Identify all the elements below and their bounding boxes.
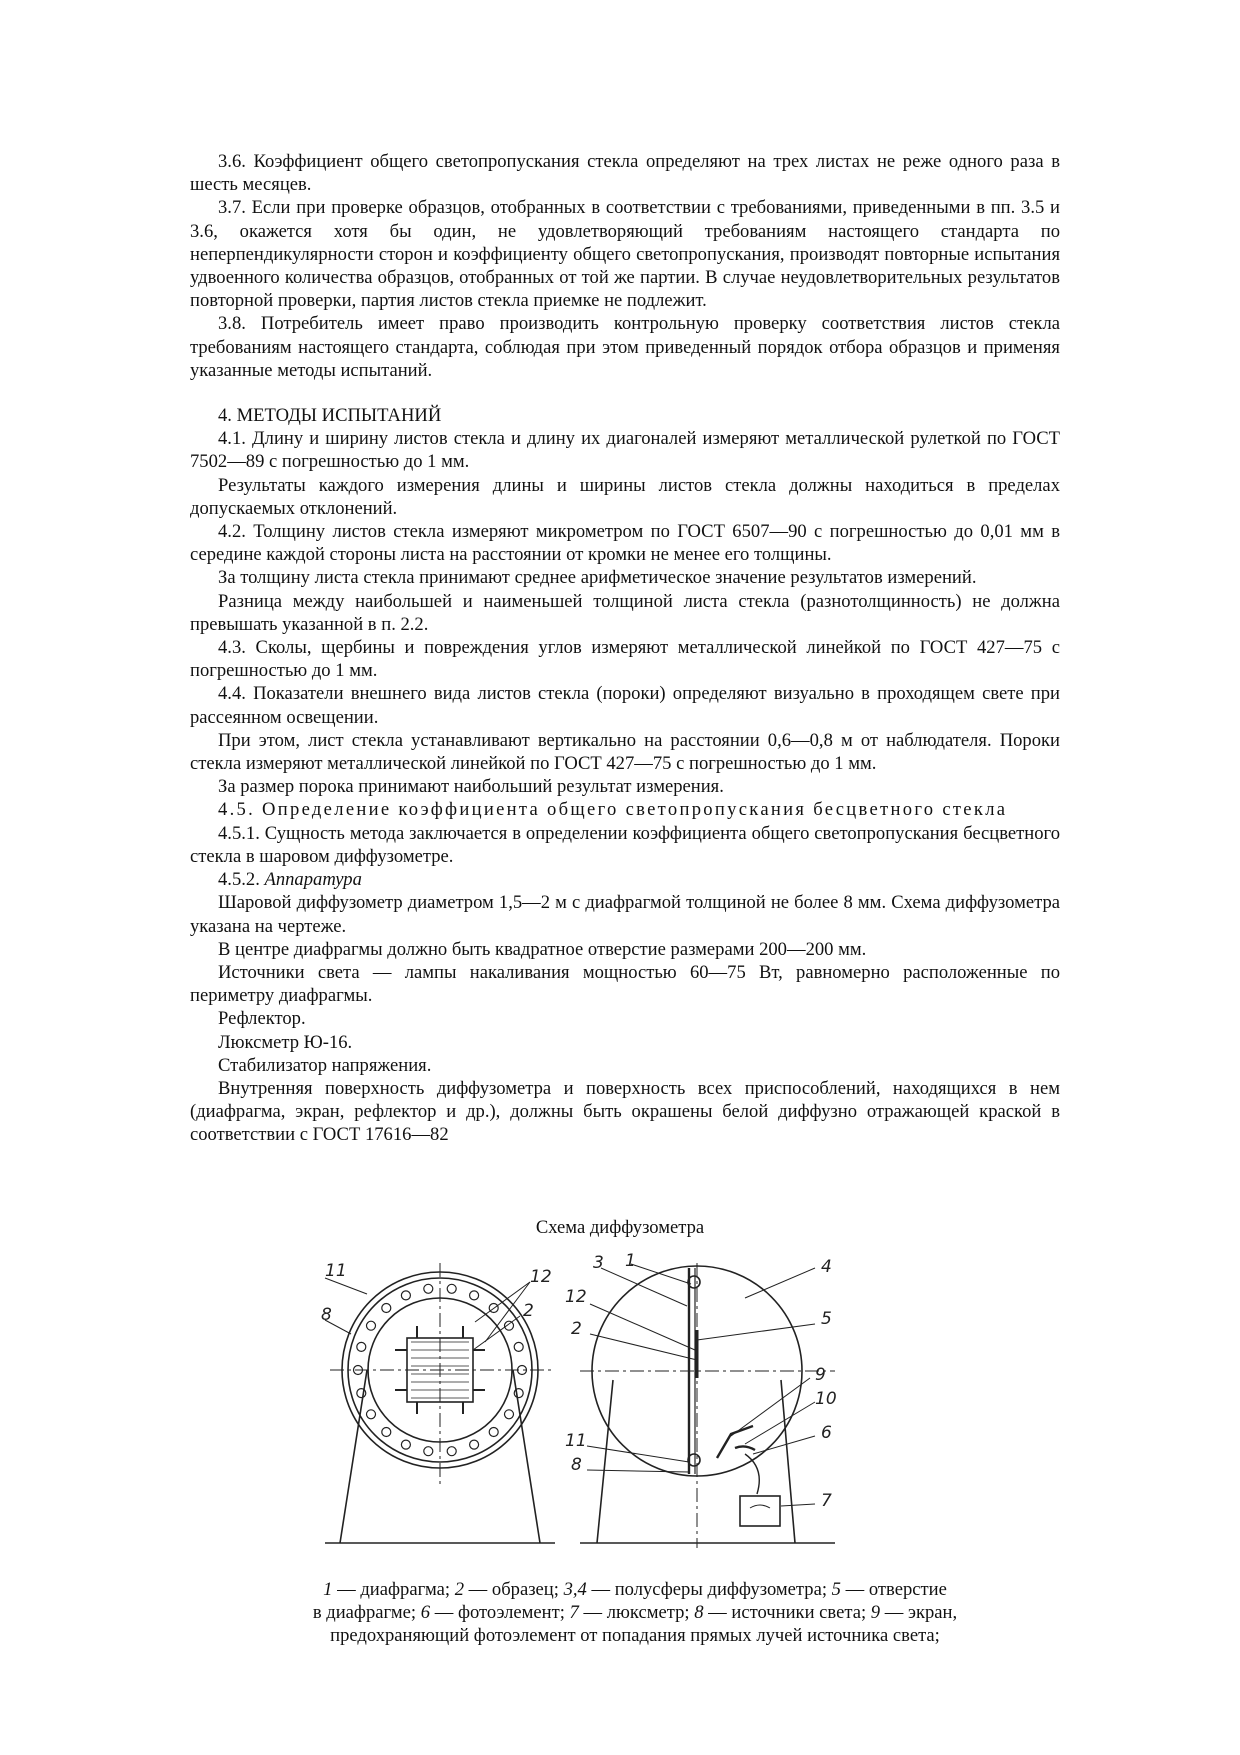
paragraph-4-2-difference: Разница между наибольшей и наименьшей толщиной листа стекла (разнотолщинность) не должна превышать указанной в п. 2.2.: [190, 590, 1060, 635]
subsection-4-5: 4.5. Определение коэффициента общего светопропускания бесцветного стекла: [218, 799, 1008, 821]
paragraph-4-2: 4.2. Толщину листов стекла измеряют микрометром по ГОСТ 6507—90 с погрешностью до 0,01 мм в середине каждой стороны листа на расстоянии от кромки не менее его толщины.: [190, 521, 1060, 566]
right-wire: [745, 1454, 759, 1494]
right-luxmeter-dial: [750, 1505, 770, 1508]
paragraph-4-5-2-number: 4.5.2.: [218, 869, 265, 891]
left-leader-lines: [325, 1278, 530, 1350]
label-right-7: 7: [821, 1491, 832, 1511]
diffusometer-figure: [321, 1251, 945, 1558]
legend-text-2: — образец;: [464, 1579, 564, 1600]
light-source-lamp: [382, 1304, 391, 1313]
paragraph-4-5-1: 4.5.1. Сущность метода заключается в определении коэффициента общего светопропускания бесцветного стекла в шаровом диффузометре.: [190, 822, 1060, 867]
legend-text-8: — источники света;: [703, 1602, 871, 1624]
label-right-1: 1: [625, 1251, 636, 1271]
legend-line-2: [240, 1601, 1030, 1624]
apparatus-reflector: Рефлектор.: [218, 1008, 306, 1030]
right-photocell: [735, 1446, 755, 1450]
label-right-10: 10: [815, 1389, 837, 1409]
light-source-lamp: [514, 1342, 523, 1351]
right-stand-left: [597, 1380, 613, 1543]
light-source-lamp: [382, 1428, 391, 1437]
label-right-3: 3: [593, 1253, 604, 1273]
right-stand-right: [781, 1380, 795, 1543]
paragraph-4-3: 4.3. Сколы, щербины и повреждения углов измеряют металлической линейкой по ГОСТ 427—75 с погрешностью до 1 мм.: [190, 637, 1060, 682]
legend-text-3-4: — полусферы диффузометра;: [586, 1579, 832, 1600]
legend-num-6: 6: [420, 1602, 431, 1624]
paragraph-4-1-results: Результаты каждого измерения длины и ширины листов стекла должны находиться в пределах допускаемых отклонений.: [190, 474, 1060, 519]
label-left-11: 11: [325, 1261, 347, 1281]
label-left-2: 2: [523, 1301, 534, 1321]
light-source-lamp: [447, 1284, 456, 1293]
left-stand-left: [340, 1370, 367, 1543]
legend-line-1: [240, 1578, 1030, 1601]
light-source-lamp: [401, 1440, 410, 1449]
light-source-lamp: [357, 1342, 366, 1351]
apparatus-diffusometer: Шаровой диффузометр диаметром 1,5—2 м с диафрагмой толщиной не более 8 мм. Схема диффузометра указана на чертеже.: [190, 892, 1060, 937]
right-luxmeter: [740, 1496, 780, 1526]
light-source-lamp: [357, 1389, 366, 1398]
paragraph-4-4-size: За размер порока принимают наибольший результат измерения.: [218, 776, 724, 798]
light-source-lamp: [470, 1440, 479, 1449]
label-right-9: 9: [815, 1365, 826, 1385]
label-right-8: 8: [571, 1455, 582, 1475]
legend-num-3-4: 3,4: [563, 1579, 587, 1600]
light-source-lamp: [424, 1447, 433, 1456]
figure-legend: [240, 1578, 1030, 1648]
light-source-lamp: [470, 1291, 479, 1300]
light-source-lamp: [489, 1428, 498, 1437]
legend-num-2: 2: [454, 1579, 464, 1600]
legend-num-5: 5: [831, 1579, 841, 1600]
legend-text-5: — отверстие: [840, 1579, 947, 1600]
label-left-12: 12: [530, 1267, 552, 1287]
light-source-lamp: [401, 1291, 410, 1300]
light-source-lamp: [424, 1284, 433, 1293]
apparatus-light-sources: Источники света — лампы накаливания мощностью 60—75 Вт, равномерно расположенные по периметру диафрагмы.: [190, 961, 1060, 1007]
paragraph-3-6: 3.6. Коэффициент общего светопропускания стекла определяют на трех листах не реже одного раза в шесть месяцев.: [190, 151, 1060, 196]
light-source-lamp: [514, 1389, 523, 1398]
light-source-lamp: [367, 1410, 376, 1419]
legend-text-9b: предохраняющий фотоэлемент от попадания прямых лучей источника света;: [330, 1625, 940, 1647]
paragraph-4-2-thickness: За толщину листа стекла принимают среднее арифметическое значение результатов измерений.: [218, 567, 977, 589]
legend-num-9: 9: [870, 1602, 881, 1624]
document-body: [190, 150, 1060, 1147]
figure-title: Схема диффузометра: [535, 1217, 705, 1238]
legend-text-5b: в диафрагме;: [312, 1602, 421, 1624]
paragraph-4-5-2-title: Аппаратура: [264, 869, 362, 891]
label-right-2: 2: [571, 1319, 582, 1339]
legend-text-1: — диафрагма;: [332, 1579, 455, 1600]
paragraph-3-7: 3.7. Если при проверке образцов, отобранных в соответствии с требованиями, приведенными в пп. 3.5 и 3.6, окажется хотя бы один, не удовлетворяющий требованиям настоящего стандарта по неперпендикулярности сторон и коэффициенту общего светопропускания, производят повторные испытания удвоенного количества образцов, отобранных от той же партии. В случае неудовлетворительных результатов повторной проверки, партия листов стекла приемке не подлежит.: [190, 197, 1060, 312]
light-source-lamp: [505, 1410, 514, 1419]
legend-text-7: — люксметр;: [578, 1602, 695, 1624]
paragraph-4-4-position: При этом, лист стекла устанавливают вертикально на расстоянии 0,6—0,8 м от наблюдателя. Пороки стекла измеряют металлической линейкой по ГОСТ 427—75 с погрешностью до 1 мм.: [190, 729, 1060, 775]
legend-text-9: — экран,: [880, 1602, 958, 1624]
legend-line-3: [240, 1624, 1030, 1647]
legend-text-6: — фотоэлемент;: [430, 1602, 570, 1624]
label-right-11: 11: [565, 1431, 587, 1451]
paragraph-4-4: 4.4. Показатели внешнего вида листов стекла (пороки) определяют визуально в проходящем свете при рассеянном освещении.: [190, 683, 1060, 728]
section-heading: 4. МЕТОДЫ ИСПЫТАНИЙ: [218, 405, 442, 427]
label-right-5: 5: [821, 1309, 832, 1329]
label-right-4: 4: [821, 1257, 832, 1277]
apparatus-luxmeter: Люксметр Ю-16.: [218, 1031, 353, 1053]
light-source-lamp: [447, 1447, 456, 1456]
apparatus-aperture: В центре диафрагмы должно быть квадратное отверстие размерами 200—200 мм.: [218, 938, 867, 960]
light-source-lamp: [367, 1321, 376, 1330]
left-stand-right: [513, 1370, 540, 1543]
diffusometer-drawing: [321, 1251, 945, 1558]
label-left-8: 8: [321, 1305, 332, 1325]
apparatus-stabilizer: Стабилизатор напряжения.: [218, 1054, 432, 1076]
paragraph-4-5-2: [190, 868, 1060, 891]
label-right-6: 6: [821, 1423, 832, 1443]
legend-num-8: 8: [694, 1602, 704, 1624]
legend-num-7: 7: [569, 1602, 579, 1624]
paragraph-4-1: 4.1. Длину и ширину листов стекла и длину их диагоналей измеряют металлической рулеткой по ГОСТ 7502—89 с погрешностью до 1 мм.: [190, 428, 1060, 473]
legend-num-1: 1: [323, 1579, 333, 1600]
label-right-12: 12: [565, 1287, 587, 1307]
apparatus-inner-surface: Внутренняя поверхность диффузометра и поверхность всех приспособлений, находящихся в нем (диафрагма, экран, рефлектор и др.), должны быть окрашены белой диффузно отражающей краской в соответствии с ГОСТ 17616—82: [190, 1077, 1060, 1146]
paragraph-3-8: 3.8. Потребитель имеет право производить контрольную проверку соответствия листов стекла требованиям настоящего стандарта, соблюдая при этом приведенный порядок отбора образцов и применяя указанные методы испытаний.: [190, 313, 1060, 381]
